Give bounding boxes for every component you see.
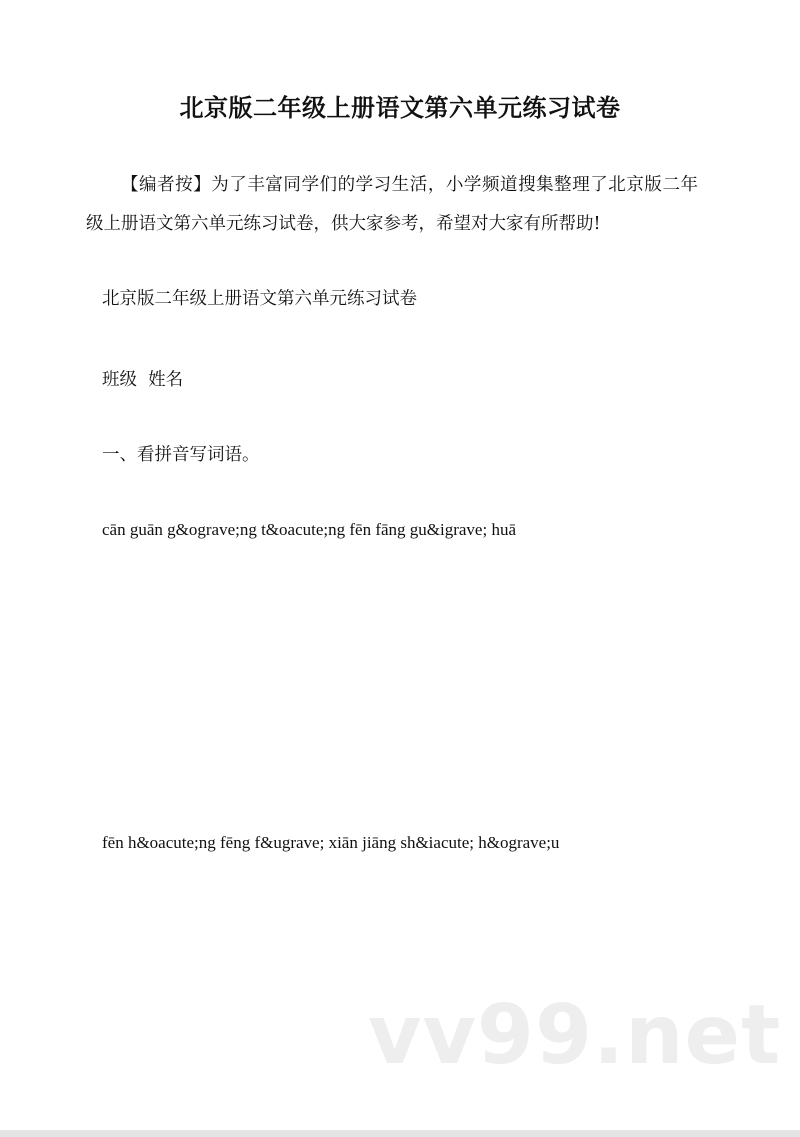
site-watermark: vv99.net	[368, 988, 782, 1083]
document-title: 北京版二年级上册语文第六单元练习试卷	[179, 94, 621, 122]
pinyin-row-2: fēn h&oacute;ng fēng f&ugrave; xiān jiāng sh&iacute; h&ograve;u	[102, 833, 560, 852]
page-bottom-edge	[0, 1130, 800, 1137]
section-one-heading: 一、看拼音写词语。	[102, 445, 260, 465]
editor-note-paragraph: 【编者按】为了丰富同学们的学习生活，小学频道搜集整理了北京版二年级上册语文第六单元练习试卷，供大家参考，希望对大家有所帮助!	[86, 175, 698, 234]
exam-subtitle: 北京版二年级上册语文第六单元练习试卷	[102, 289, 417, 309]
class-name-line: 班级 姓名	[102, 370, 184, 390]
pinyin-row-1: cān guān g&ograve;ng t&oacute;ng fēn fāng gu&igrave; huā	[102, 520, 516, 539]
